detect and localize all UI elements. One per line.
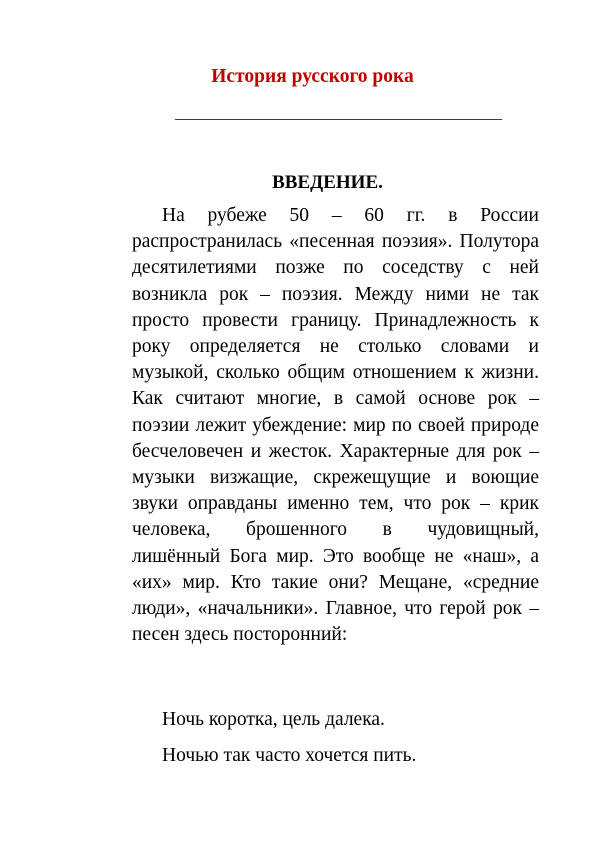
section-heading: ВВЕДЕНИЕ.: [272, 172, 383, 193]
verse-line-2: Ночью так часто хочется пить.: [162, 745, 417, 766]
body-paragraph: На рубеже 50 – 60 гг. в России распространилась «песенная поэзия». Полутора десятилетиями позже по соседству с ней возникла рок – поэзия. Между ними не так просто провести границу. Принадлежность к року определяется не столько словами и музыкой, сколько общим отношением к жизни. Как считают многие, в самой основе рок – поэзии лежит убеждение: мир по своей природе бесчеловечен и жесток. Характерные для рок – музыки визжащие, скрежещущие и воющие звуки оправданы именно тем, что рок – крик человека, брошенного в чудовищный, лишённый Бога мир. Это вообще не «наш», а «их» мир. Кто такие они? Мещане, «средние люди», «начальники». Главное, что герой рок – песен здесь посторонний:: [132, 205, 539, 646]
document-title: История русского рока: [211, 66, 414, 87]
verse-line-1: Ночь коротка, цель далека.: [162, 709, 385, 730]
title-underline-rule: [175, 119, 502, 120]
